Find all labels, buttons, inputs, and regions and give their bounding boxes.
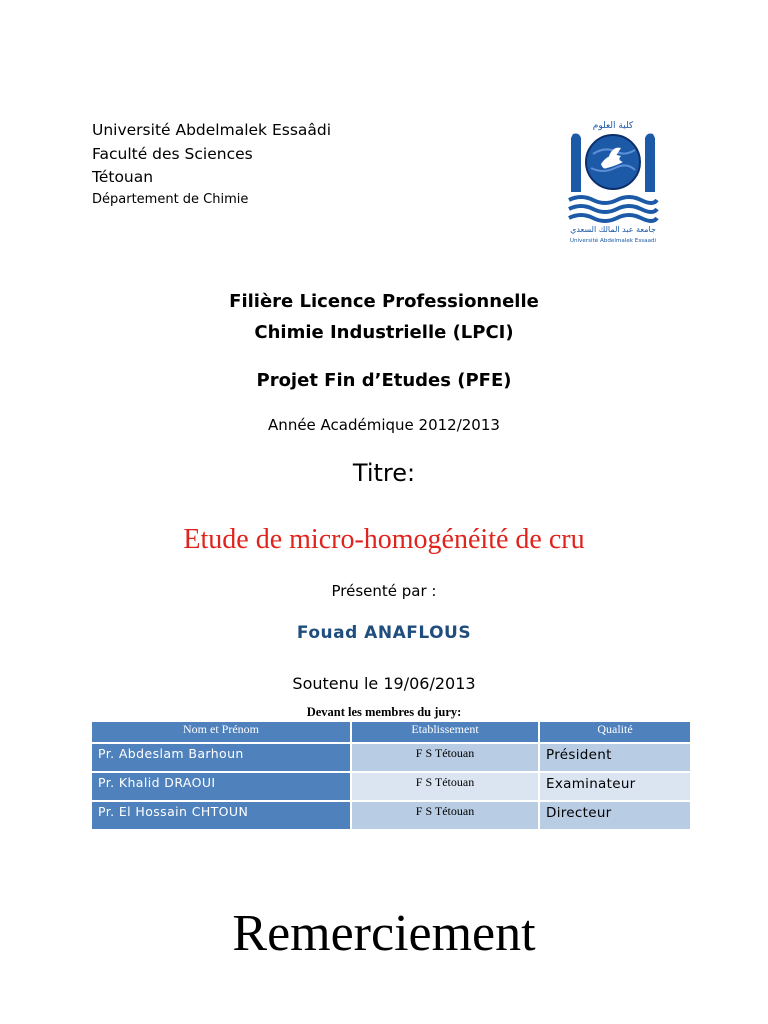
jury-member-name: Pr. Abdeslam Barhoun xyxy=(92,744,350,771)
column-header-name: Nom et Prénom xyxy=(92,722,350,742)
jury-member-name: Pr. El Hossain CHTOUN xyxy=(92,802,350,829)
university-name: Université Abdelmalek Essaâdi xyxy=(92,121,332,139)
thesis-title: Etude de micro-homogénéité de cru xyxy=(183,524,585,555)
acknowledgements-heading: Remerciement xyxy=(232,905,536,962)
city-name: Tétouan xyxy=(92,168,154,186)
university-logo-emblem xyxy=(565,116,661,244)
jury-member-role: Directeur xyxy=(540,802,690,829)
jury-member-role: Président xyxy=(540,744,690,771)
column-header-role: Qualité xyxy=(540,722,690,742)
logo-right-pillar xyxy=(645,134,655,193)
program-line-1: Filière Licence Professionnelle xyxy=(229,291,539,312)
academic-year: Année Académique 2012/2013 xyxy=(268,416,500,434)
university-logo xyxy=(565,116,661,244)
table-row xyxy=(92,773,690,800)
logo-waves xyxy=(569,197,657,203)
project-label: Projet Fin d’Etudes (PFE) xyxy=(256,370,512,391)
jury-member-institution: F S Tétouan xyxy=(352,802,538,829)
table-row xyxy=(92,744,690,771)
jury-member-role: Examinateur xyxy=(540,773,690,800)
defense-date: Soutenu le 19/06/2013 xyxy=(292,674,476,693)
author-name: Fouad ANAFLOUS xyxy=(296,623,472,643)
jury-member-institution: F S Tétouan xyxy=(352,744,538,771)
title-label: Titre: xyxy=(352,459,416,487)
faculty-name: Faculté des Sciences xyxy=(92,145,253,163)
jury-heading: Devant les membres du jury: xyxy=(306,705,462,719)
logo-arabic-bottom: جامعة عبد المالك السعدي xyxy=(570,225,656,234)
logo-left-pillar xyxy=(571,134,581,193)
jury-table-header-row xyxy=(92,722,690,742)
department-name: Département de Chimie xyxy=(92,192,249,207)
jury-member-name: Pr. Khalid DRAOUI xyxy=(92,773,350,800)
column-header-institution: Etablissement xyxy=(352,722,538,742)
jury-member-institution: F S Tétouan xyxy=(352,773,538,800)
presented-by-label: Présenté par : xyxy=(331,582,437,600)
logo-arabic-top: كلية العلوم xyxy=(592,121,634,131)
logo-latin-caption: Université Abdelmalek Essaadi xyxy=(569,238,657,244)
program-line-2: Chimie Industrielle (LPCI) xyxy=(254,322,514,343)
jury-table xyxy=(90,720,692,831)
table-row xyxy=(92,802,690,829)
